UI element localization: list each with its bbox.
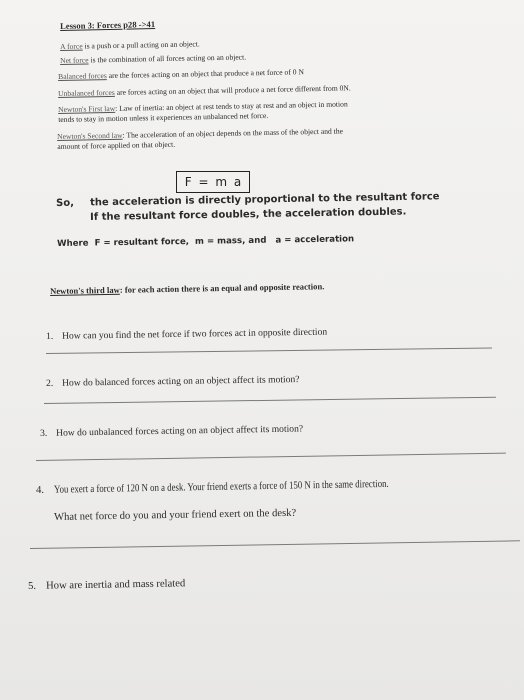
answer-line-2[interactable] bbox=[44, 397, 496, 404]
newton-third-law bbox=[50, 281, 324, 296]
variable-legend bbox=[57, 234, 354, 249]
formula-text: F = m a bbox=[184, 175, 242, 189]
question-number: 2. bbox=[46, 377, 54, 389]
definition-term: Unbalanced forces bbox=[58, 87, 115, 98]
question-text-continued: What net force do you and your friend exert on the desk? bbox=[54, 507, 297, 523]
definition-force bbox=[60, 39, 200, 52]
definition-term: Net force bbox=[60, 55, 89, 65]
question-number: 3. bbox=[40, 427, 48, 439]
lesson-title bbox=[60, 19, 155, 31]
definition-text: is a push or a pull acting on an object. bbox=[82, 39, 200, 51]
question-4-continued bbox=[54, 508, 296, 523]
definition-text: are forces acting on an object that will produce a net force different from 0N. bbox=[114, 83, 351, 97]
answer-line-1[interactable] bbox=[46, 348, 492, 354]
variable-legend-text: Where F = resultant force, m = mass, and a = acceleration bbox=[57, 234, 355, 249]
proportionality-line-1: the acceleration is directly proportional to the resultant force bbox=[89, 191, 440, 209]
definition-newton-second-law bbox=[57, 127, 343, 152]
definition-newton-first-law bbox=[58, 99, 348, 125]
question-5 bbox=[28, 578, 185, 592]
definition-net-force bbox=[60, 52, 246, 66]
question-number: 4. bbox=[36, 484, 45, 496]
definition-text: are the forces acting on an object that produce a net force of 0 N bbox=[106, 67, 304, 81]
so-label: So, bbox=[56, 197, 75, 209]
formula-box bbox=[176, 171, 250, 193]
doubling-statement bbox=[90, 206, 406, 223]
definition-balanced-forces bbox=[58, 67, 304, 82]
definition-term: Newton's Second law bbox=[57, 130, 123, 141]
definition-text: : Law of inertia: an object at rest tends to stay at rest and an object in motion bbox=[115, 99, 348, 113]
question-2 bbox=[46, 374, 300, 389]
question-1 bbox=[46, 327, 327, 342]
question-number: 1. bbox=[46, 330, 54, 342]
question-3 bbox=[40, 423, 303, 439]
question-text: How do unbalanced forces acting on an object affect its motion? bbox=[55, 423, 304, 439]
question-text: How can you find the net force if two forces act in opposite direction bbox=[61, 326, 328, 342]
proportionality-line-2: If the resultant force doubles, the acceleration doubles. bbox=[90, 206, 407, 223]
lesson-title-text: Lesson 3: Forces p28 ->41 bbox=[60, 19, 156, 31]
question-text: How are inertia and mass related bbox=[45, 578, 186, 592]
question-text: You exert a force of 120 N on a desk. Your friend exerts a force of 150 N in the same direction. bbox=[53, 478, 389, 496]
question-4 bbox=[36, 478, 457, 496]
definition-term: A force bbox=[60, 41, 83, 51]
definition-term: Newton's First law bbox=[58, 103, 116, 114]
third-law-term: Newton's third law bbox=[50, 284, 120, 296]
answer-line-4[interactable] bbox=[30, 540, 520, 549]
question-number: 5. bbox=[28, 580, 37, 592]
definition-text: is the combination of all forces acting on an object. bbox=[88, 52, 247, 65]
definition-text: : The acceleration of an object depends on the mass of the object and the bbox=[122, 126, 344, 140]
definition-unbalanced-forces bbox=[58, 83, 351, 99]
definition-text-continued: tends to stay in motion unless it experiences an unbalanced net force. bbox=[58, 110, 269, 124]
third-law-text: : for each action there is an equal and opposite reaction. bbox=[119, 281, 325, 295]
definition-term: Balanced forces bbox=[58, 71, 107, 81]
answer-line-3[interactable] bbox=[36, 453, 506, 461]
question-text: How do balanced forces acting on an object affect its motion? bbox=[61, 374, 300, 389]
definition-text-continued: amount of force applied on that object. bbox=[57, 139, 176, 151]
